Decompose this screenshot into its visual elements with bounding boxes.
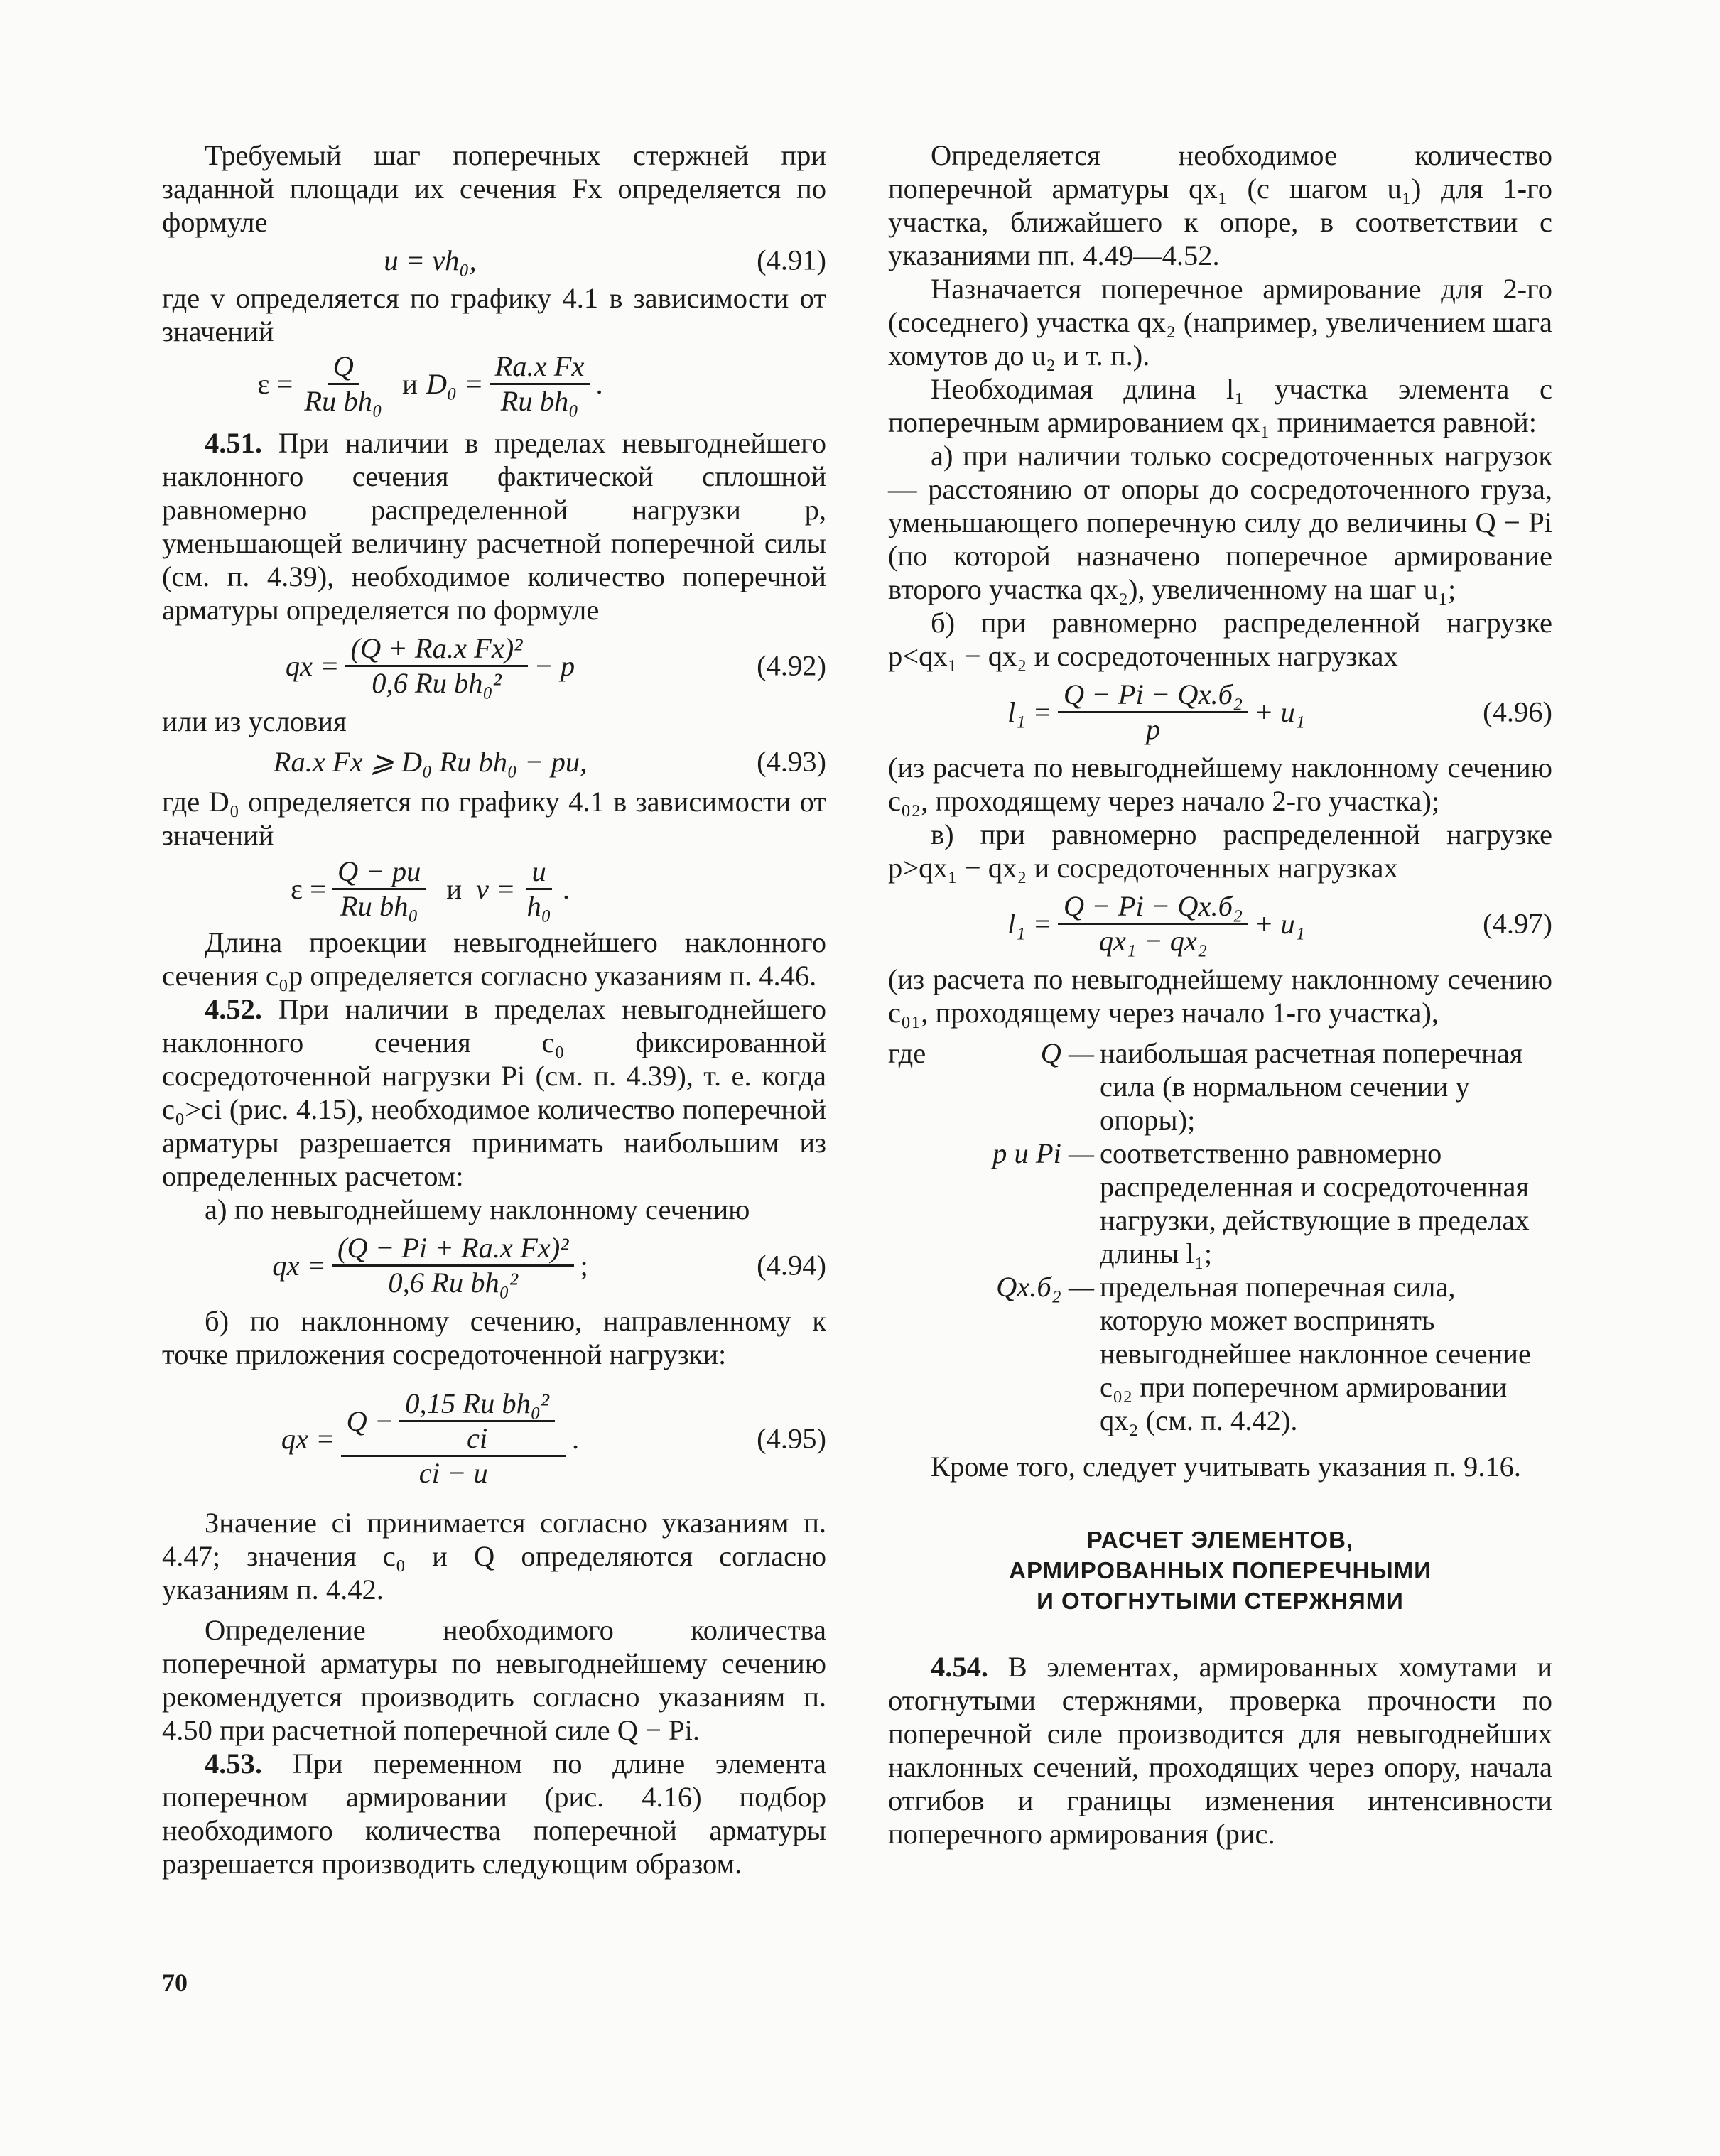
formula-expression: u = vh₀, (384, 244, 477, 276)
numerator: u (526, 857, 552, 890)
section-4-53 (162, 1747, 826, 1880)
section-number: 4.53. (205, 1748, 262, 1779)
formula-number: (4.94) (757, 1249, 826, 1282)
fraction (521, 857, 556, 921)
denominator: 0,6 Rи bh₀² (388, 1266, 518, 1299)
formula-4-97 (888, 884, 1552, 963)
paragraph: Значение ci принимается согласно указаниям п. 4.47; значения c₀ и Q определяются согласно указаниям п. 4.42. (162, 1507, 826, 1605)
paragraph: Требуемый шаг поперечных стержней при заданной площади их сечения Fx определяется по формуле (162, 139, 826, 238)
fraction (332, 1233, 574, 1298)
heading-line: РАСЧЕТ ЭЛЕМЕНТОВ, (1086, 1527, 1354, 1553)
paragraph: Кроме того, следует учитывать указания п. 9.16. (931, 1451, 1522, 1483)
formula-tail: + u₁ (1254, 907, 1305, 940)
section-number: 4.51. (205, 427, 262, 459)
paragraph: где D₀ определяется по графику 4.1 в зависимости от значений (162, 786, 826, 851)
numerator: (Q − Pi + Ra.x Fx)² (332, 1233, 574, 1267)
punctuation: ; (580, 1249, 588, 1282)
numerator: Q − pu (332, 857, 426, 890)
paragraph: или из условия (162, 705, 347, 737)
paragraph: б) при равномерно распределенной нагрузке p<qx₁ − qx₂ и сосредоточенных нагрузках (888, 607, 1552, 672)
definition-text: наибольшая расчетная поперечная сила (в нормальном сечении у опоры); (1100, 1037, 1523, 1136)
denominator: 0,6 Rи bh₀² (372, 666, 502, 699)
denominator: Rи bh₀ (500, 384, 579, 417)
formula-lhs: l₁ = (1007, 695, 1052, 728)
formula-lhs: v = (476, 872, 516, 905)
punctuation: . (562, 872, 570, 905)
formula-4-93 (162, 738, 826, 785)
definition-text: предельная поперечная сила, которую может воспринять невыгоднейшее наклонное сечение c₀₂ при поперечном армировании qx₂ (см. п. 4.42). (1100, 1271, 1531, 1436)
fraction (298, 352, 388, 416)
formula-4-95 (162, 1371, 826, 1506)
formula-lhs: ε = (257, 367, 293, 400)
paragraph: (из расчета по невыгоднейшему наклонному сечению c₀₁, проходящему через начало 1-го участка), (888, 963, 1552, 1029)
fraction (1058, 680, 1248, 744)
formula-term: Q − (346, 1404, 394, 1437)
paragraph: а) при наличии только сосредоточенных нагрузок — расстоянию от опоры до сосредоточенного груза, уменьшающего поперечную силу до величины Q − Pi (по которой назначено поперечное армирование второго участка qx₂), увеличенному на шаг u₁; (888, 440, 1552, 605)
paragraph-text: При наличии в пределах невыгоднейшего наклонного сечения фактической сплошной равномерно распределенной нагрузки p, уменьшающей величину расчетной поперечной силы (см. п. 4.39), необходимое количество поперечной арматуры определяется по формуле (162, 427, 827, 626)
formula-4-92 (162, 627, 826, 705)
formula-number: (4.97) (1483, 907, 1552, 940)
fraction (1058, 889, 1248, 957)
formula-number: (4.95) (757, 1422, 826, 1455)
formula-lhs: ε = (291, 872, 327, 905)
denominator: Rи bh₀ (304, 384, 383, 417)
definition-term: p и Pi — (992, 1137, 1094, 1169)
section-4-52 (162, 992, 826, 1193)
paragraph-text: В элементах, армированных хомутами и отогнутыми стержнями, проверка прочности по поперечной силе производится для невыгоднейших наклонных сечений, проходящих через опору, начала отгибов и границы изменения интенсивности поперечного армирования (рис. (888, 1651, 1552, 1850)
formula-epsilon-v (162, 852, 826, 926)
formula-number: (4.92) (757, 649, 826, 682)
section-heading (888, 1524, 1552, 1616)
section-number: 4.52. (205, 993, 262, 1025)
heading-line: АРМИРОВАННЫХ ПОПЕРЕЧНЫМИ (1009, 1557, 1432, 1583)
denominator: qx₁ − qx₂ (1098, 924, 1208, 957)
formula-4-96 (888, 673, 1552, 751)
paragraph-text: При переменном по длине элемента поперечном армировании (рис. 4.16) подбор необходимого количества поперечной арматуры разрешается производить следующим образом. (162, 1748, 826, 1880)
formula-lhs: qx = (272, 1249, 326, 1282)
denominator: Rи bh₀ (340, 889, 418, 922)
fraction (345, 634, 529, 698)
formula-number: (4.96) (1483, 695, 1552, 728)
numerator: (Q + Ra.x Fx)² (345, 634, 529, 667)
formula-tail: − p (534, 649, 575, 682)
formula-epsilon-d0 (162, 348, 826, 419)
paragraph: а) по невыгоднейшему наклонному сечению (205, 1193, 750, 1225)
paragraph: Длина проекции невыгоднейшего наклонного сечения c₀p определяется согласно указаниям п. 4.46. (162, 926, 826, 992)
numerator: Q − Pi − Qx.б₂ (1058, 892, 1248, 925)
section-number: 4.54. (931, 1651, 988, 1683)
section-4-54 (888, 1650, 1552, 1851)
conjunction: и (402, 367, 418, 400)
formula-expression: Ra.x Fx ⩾ D₀ Rи bh₀ − pu, (273, 745, 588, 778)
conjunction: и (446, 872, 463, 905)
page-number: 70 (162, 1968, 188, 1997)
formula-number: (4.93) (757, 745, 826, 778)
formula-lhs: qx = (281, 1422, 335, 1455)
where-label: где (888, 1037, 926, 1069)
section-4-51 (162, 426, 826, 627)
denominator: p (1145, 713, 1161, 745)
right-column (888, 139, 1552, 1851)
definitions-list (888, 1036, 1552, 1437)
formula-4-94 (162, 1226, 826, 1304)
definition-term: Qx.б₂ — (996, 1271, 1094, 1303)
inner-fraction (399, 1389, 555, 1453)
paragraph: (из расчета по невыгоднейшему наклонному сечению c₀₂, проходящему через начало 2-го участка); (888, 752, 1552, 817)
numerator: 0,15 Rи bh₀² (399, 1389, 555, 1422)
fraction (332, 857, 426, 921)
denominator: h₀ (526, 889, 551, 922)
numerator (341, 1389, 567, 1457)
punctuation: . (595, 367, 603, 400)
punctuation: . (572, 1422, 580, 1455)
denominator: ci − u (418, 1457, 488, 1489)
paragraph: Определение необходимого количества поперечной арматуры по невыгоднейшему сечению рекомендуется производить согласно указаниям п. 4.50 при расчетной поперечной силе Q − Pi. (162, 1614, 826, 1746)
formula-tail: + u₁ (1254, 695, 1305, 728)
paragraph: Назначается поперечное армирование для 2-го (соседнего) участка qx₂ (например, увеличением шага хомутов до u₂ и т. п.). (888, 273, 1552, 372)
paragraph: Необходимая длина l₁ участка элемента с поперечным армированием qx₁ принимается равной: (888, 373, 1552, 438)
formula-lhs: qx = (285, 649, 340, 682)
numerator: Ra.x Fx (490, 352, 590, 385)
numerator: Q (328, 352, 359, 385)
formula-4-91 (162, 239, 826, 281)
formula-lhs: D₀ = (426, 367, 484, 400)
left-column (162, 139, 826, 1880)
paragraph: б) по наклонному сечению, направленному к точке приложения сосредоточенной нагрузки: (162, 1305, 826, 1370)
fraction (341, 1389, 567, 1488)
paragraph: Определяется необходимое количество поперечной арматуры qx₁ (с шагом u₁) для 1-го участка, ближайшего к опоре, в соответствии с указаниями пп. 4.49—4.52. (888, 139, 1552, 271)
formula-number: (4.91) (757, 244, 826, 276)
definition-term: Q — (1040, 1037, 1094, 1069)
definition-text: соответственно равномерно распределенная и сосредоточенная нагрузки, действующие в пределах длины l₁; (1100, 1137, 1530, 1269)
denominator: ci (467, 1422, 488, 1454)
numerator: Q − Pi − Qx.б₂ (1058, 680, 1248, 713)
paragraph-text: При наличии в пределах невыгоднейшего наклонного сечения c₀ фиксированной сосредоточенной нагрузки Pi (см. п. 4.39), т. е. когда c₀>ci (рис. 4.15), необходимое количество поперечной арматуры разрешается принимать наибольшим из определенных расчетом: (162, 993, 827, 1192)
heading-line: И ОТОГНУТЫМИ СТЕРЖНЯМИ (1037, 1588, 1404, 1614)
paragraph: в) при равномерно распределенной нагрузке p>qx₁ − qx₂ и сосредоточенных нагрузках (888, 818, 1552, 884)
formula-lhs: l₁ = (1007, 907, 1052, 940)
fraction (490, 352, 590, 416)
paragraph: где v определяется по графику 4.1 в зависимости от значений (162, 282, 826, 347)
